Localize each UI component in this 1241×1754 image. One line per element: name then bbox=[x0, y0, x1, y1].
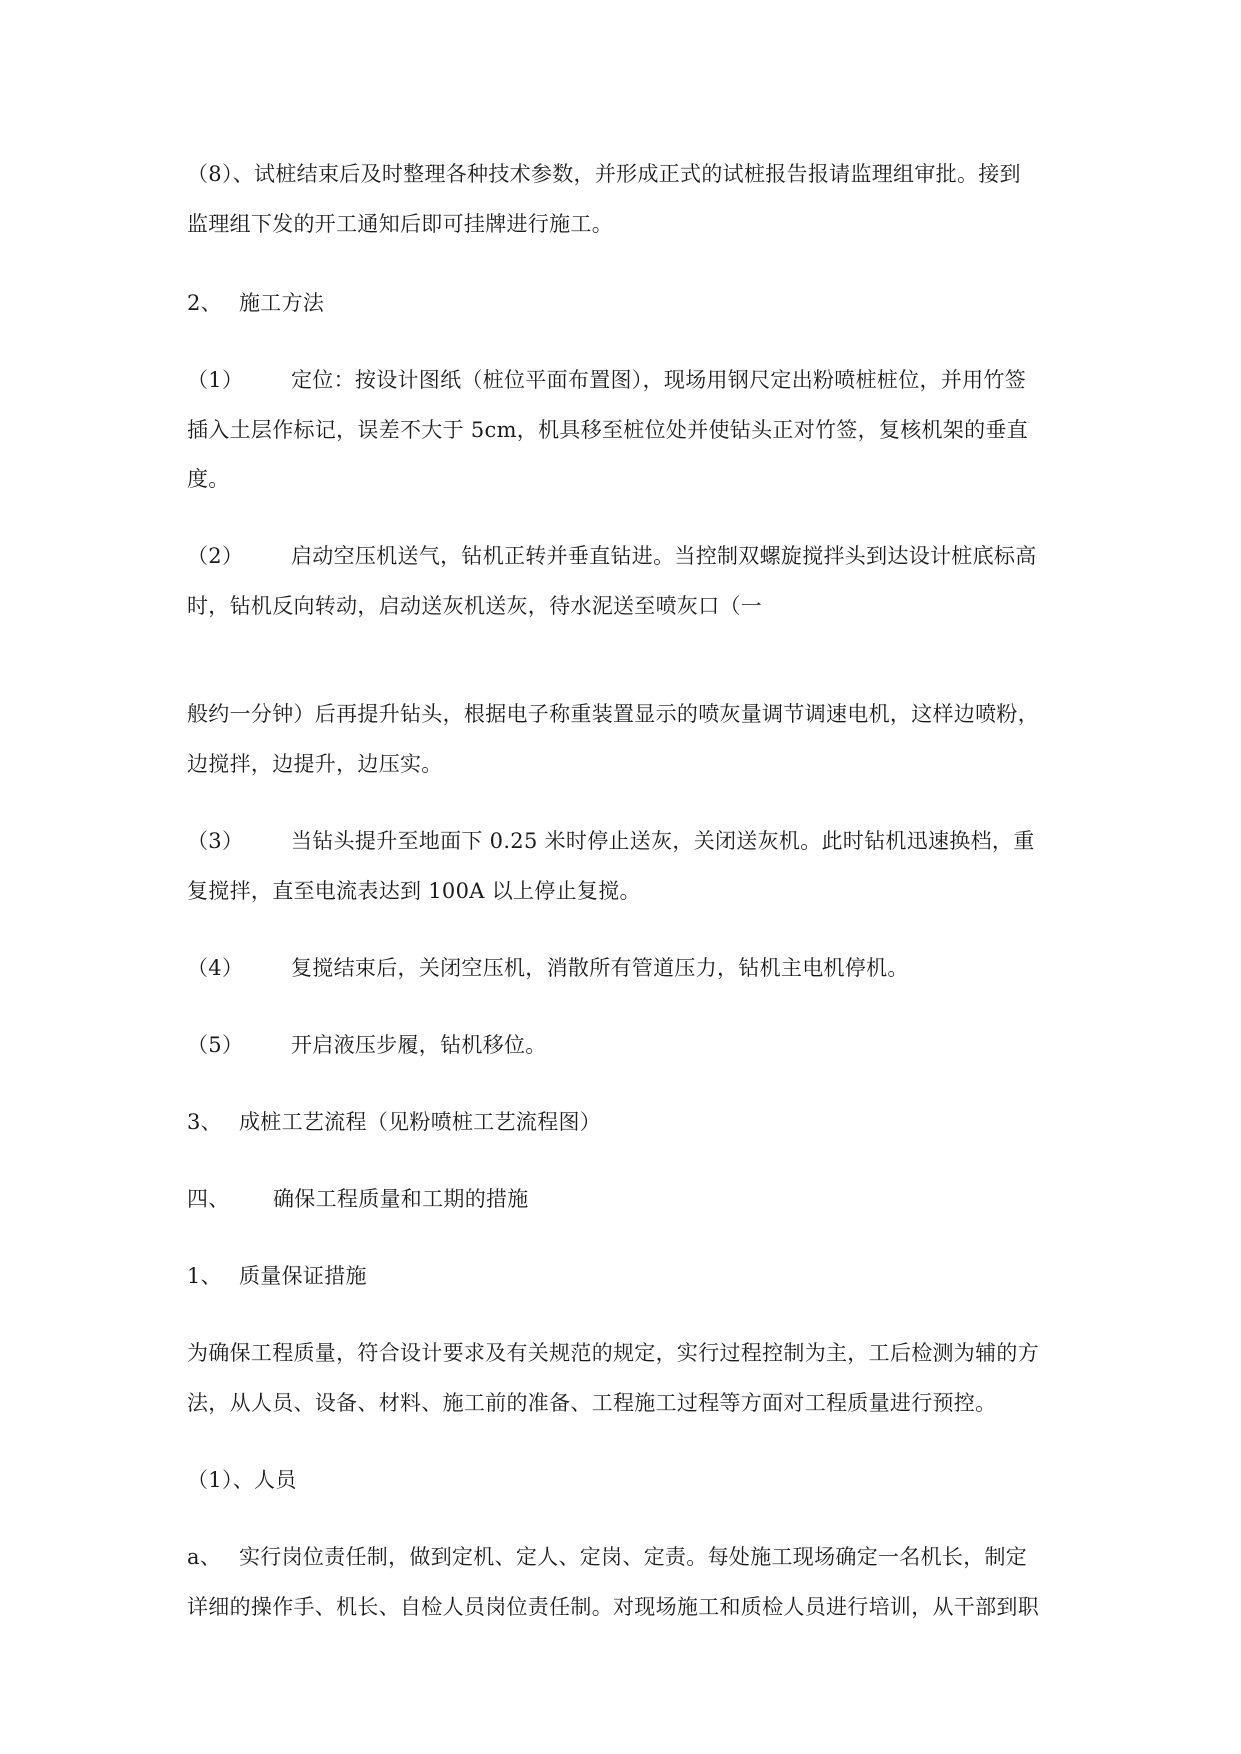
list-item bbox=[187, 542, 1037, 570]
section-heading bbox=[187, 1262, 367, 1290]
text-line bbox=[187, 465, 230, 493]
chapter-number: 四、 bbox=[187, 1187, 230, 1211]
line-text: 为确保工程质量，符合设计要求及有关规范的规定，实行过程控制为主，工后检测为辅的方 bbox=[187, 1341, 1039, 1365]
list-item bbox=[187, 1031, 547, 1059]
line-text: 度。 bbox=[187, 467, 230, 491]
list-item-text: 开启液压步履，钻机移位。 bbox=[291, 1033, 547, 1057]
text-line bbox=[187, 1339, 1039, 1367]
line-text: 边搅拌，边提升，边压实。 bbox=[187, 752, 443, 776]
section-title: 质量保证措施 bbox=[239, 1264, 367, 1288]
text-line bbox=[187, 210, 613, 238]
line-text: 复搅拌，直至电流表达到 100A 以上停止复搅。 bbox=[187, 879, 641, 903]
text-line bbox=[187, 416, 1028, 444]
list-item bbox=[187, 954, 909, 982]
section-heading bbox=[187, 1108, 601, 1136]
list-item-letter: a、 bbox=[187, 1545, 222, 1569]
list-item-number: （5） bbox=[187, 1033, 244, 1057]
text-line bbox=[187, 1389, 996, 1417]
text-line bbox=[187, 700, 1039, 728]
list-item bbox=[187, 366, 1026, 394]
subsection-heading bbox=[187, 1466, 297, 1494]
section-title: 施工方法 bbox=[239, 291, 325, 315]
section-number: 2、 bbox=[187, 291, 222, 315]
section-number: 1、 bbox=[187, 1264, 222, 1288]
line-text: 时，钻机反向转动，启动送灰机送灰，待水泥送至喷灰口（一 bbox=[187, 594, 763, 618]
list-item-text: 实行岗位责任制，做到定机、定人、定岗、定责。每处施工现场确定一名机长，制定 bbox=[239, 1545, 1028, 1569]
list-item-text: 启动空压机送气，钻机正转并垂直钻进。当控制双螺旋搅拌头到达设计桩底标高 bbox=[291, 544, 1037, 568]
list-item-number: （1） bbox=[187, 368, 244, 392]
line-text: （8）、试桩结束后及时整理各种技术参数，并形成正式的试桩报告报请监理组审批。接到 bbox=[187, 162, 1021, 186]
subsection-title: （1）、人员 bbox=[187, 1468, 297, 1492]
line-text: 般约一分钟）后再提升钻头，根据电子称重装置显示的喷灰量调节调速电机，这样边喷粉， bbox=[187, 702, 1039, 726]
chapter-heading bbox=[187, 1185, 529, 1213]
list-item-number: （2） bbox=[187, 544, 244, 568]
section-heading bbox=[187, 289, 324, 317]
section-title: 成桩工艺流程（见粉喷桩工艺流程图） bbox=[239, 1110, 602, 1134]
line-text: 插入土层作标记，误差不大于 5cm，机具移至桩位处并使钻头正对竹签，复核机架的垂直 bbox=[187, 418, 1029, 442]
list-item-text: 复搅结束后，关闭空压机，消散所有管道压力，钻机主电机停机。 bbox=[291, 956, 909, 980]
list-item-number: （3） bbox=[187, 829, 244, 853]
list-item-number: （4） bbox=[187, 956, 244, 980]
text-line bbox=[187, 592, 762, 620]
list-item bbox=[187, 827, 1035, 855]
list-item-text: 当钻头提升至地面下 0.25 米时停止送灰，关闭送灰机。此时钻机迅速换档，重 bbox=[291, 829, 1035, 853]
line-text: 监理组下发的开工通知后即可挂牌进行施工。 bbox=[187, 212, 613, 236]
line-text: 详细的操作手、机长、自检人员岗位责任制。对现场施工和质检人员进行培训，从干部到职 bbox=[187, 1595, 1039, 1619]
list-item-text: 定位：按设计图纸（桩位平面布置图），现场用钢尺定出粉喷桩桩位，并用竹签 bbox=[291, 368, 1026, 392]
text-line bbox=[187, 877, 641, 905]
text-line bbox=[187, 160, 1021, 188]
list-item bbox=[187, 1543, 1027, 1571]
text-line bbox=[187, 750, 443, 778]
text-line bbox=[187, 1593, 1039, 1621]
line-text: 法，从人员、设备、材料、施工前的准备、工程施工过程等方面对工程质量进行预控。 bbox=[187, 1391, 997, 1415]
chapter-title: 确保工程质量和工期的措施 bbox=[273, 1187, 529, 1211]
section-number: 3、 bbox=[187, 1110, 222, 1134]
